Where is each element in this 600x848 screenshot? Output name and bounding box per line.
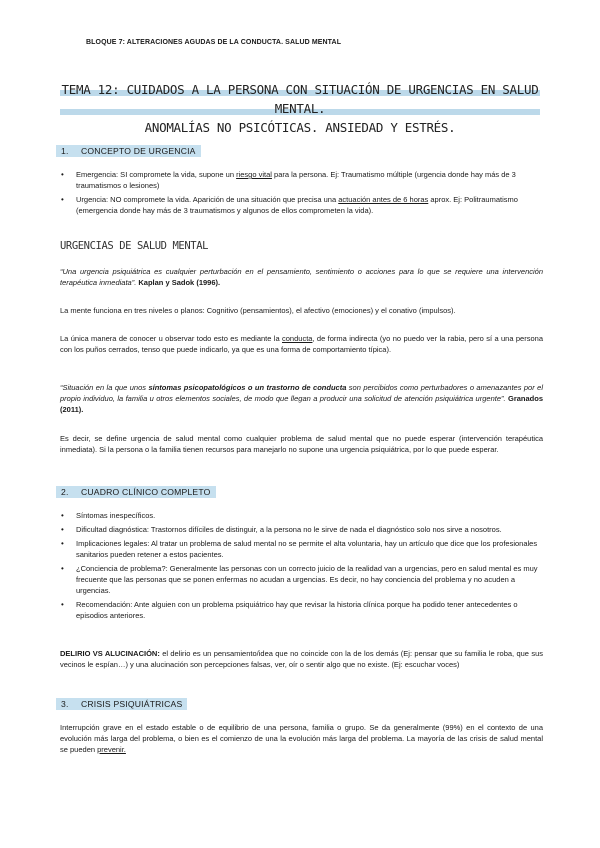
quote-kaplan: “Una urgencia psiquiátrica es cualquier perturbación en el pensamiento, sentimiento o acciones para lo que se requiere una intervención terapéutica inmediata”. Kaplan y Sadok (1996). bbox=[60, 267, 543, 287]
paragraph-definition: Es decir, se define urgencia de salud mental como cualquier problema de salud mental que no puede esperar (intervención terapéutica inmediata). Si la persona o la familia tienen recursos para manejarlo no supone una urgencia psiquiátrica, por lo que puede esperar. bbox=[60, 434, 543, 454]
section-number: 1. bbox=[61, 146, 69, 156]
paragraph-delirio: DELIRIO VS ALUCINACIÓN: el delirio es un pensamiento/idea que no coincide con la de los demás (Ej: pensar que su familia le roba, que sus vecinos le espían…) y una alucinación son percepciones falsas, ver, oír o sentir algo que no existe. (Ej: escuchar voces) bbox=[60, 649, 543, 669]
list-item: • Recomendación: Ante alguien con un problema psiquiátrico hay que revisar la historia clínica porque ha podido tener antecedentes o episodios anteriores. bbox=[60, 599, 543, 621]
quote-granados: “Situación en la que unos síntomas psicopatológicos o un trastorno de conducta son percibidos como perturbadores o amenazantes por el propio individuo, la familia u otros elementos sociales, de modo que llegan a producir una solicitud de atención psiquiátrica urgente”. Granados (2011). bbox=[60, 383, 543, 414]
section-heading-cuadro-clinico bbox=[56, 486, 216, 498]
list-item: • ¿Conciencia de problema?: Generalmente las personas con un correcto juicio de la realidad van a urgencias, pero en salud mental es muy frecuente que las personas que se ponen enfermas no acudan a urgencias. Es decir, no hay conciencia del problema y no acuden a urgencias. bbox=[60, 563, 543, 596]
list-item: • Emergencia: SI compromete la vida, supone un riesgo vital para la persona. Ej: Traumatismo múltiple (urgencia donde hay más de 3 traumatismos o lesiones) bbox=[60, 169, 543, 191]
page-title bbox=[60, 80, 540, 137]
list-item: • Implicaciones legales: Al tratar un problema de salud mental no se permite el alta voluntaria, hay un artículo que dice que los profesionales sanitarios pueden retener a estos pacientes. bbox=[60, 538, 543, 560]
section-label: CUADRO CLÍNICO COMPLETO bbox=[81, 487, 211, 497]
list-item: • Urgencia: NO compromete la vida. Aparición de una situación que precisa una actuación antes de 6 horas aprox. Ej: Politraumatismo (emergencia donde hay más de 3 traumatismos y algunos de ellos comprometen la vida). bbox=[60, 194, 543, 216]
paragraph-conduct: La única manera de conocer u observar todo esto es mediante la conducta, de forma indirecta (yo no puedo ver la rabia, pero sí a una persona con los puños cerrados, tenso que puede indicarlo, ya que es una forma de comportamiento típica). bbox=[60, 334, 543, 354]
title-line-2: ANOMALÍAS NO PSICÓTICAS. ANSIEDAD Y ESTRÉS. bbox=[144, 120, 456, 135]
page-header: BLOQUE 7: ALTERACIONES AGUDAS DE LA CONDUCTA. SALUD MENTAL bbox=[86, 39, 342, 46]
title-line-1: TEMA 12: CUIDADOS A LA PERSONA CON SITUACIÓN DE URGENCIAS EN SALUD MENTAL. bbox=[61, 82, 539, 116]
section-heading-concepto bbox=[56, 145, 201, 157]
section-label: CRISIS PSIQUIÁTRICAS bbox=[81, 699, 183, 709]
section-label: CONCEPTO DE URGENCIA bbox=[81, 146, 196, 156]
paragraph-crisis: Interrupción grave en el estado estable o de equilibrio de una persona, familia o grupo. Se da generalmente (99%) en el contexto de una evolución más larga del problema, o bien es el comienzo de una la evolución más larga del problema. La mayoría de las crisis de salud mental se pueden prevenir. bbox=[60, 723, 543, 754]
section-heading-crisis bbox=[56, 698, 187, 710]
urgency-bullet-list bbox=[60, 169, 543, 219]
section-number: 3. bbox=[61, 699, 69, 709]
paragraph-mind-levels: La mente funciona en tres niveles o planos: Cognitivo (pensamientos), el afectivo (emociones) y el conativo (impulsos). bbox=[60, 306, 456, 315]
handwritten-heading: URGENCIAS DE SALUD MENTAL bbox=[60, 240, 209, 252]
list-item: • Síntomas inespecíficos. bbox=[60, 510, 543, 521]
list-item: • Dificultad diagnóstica: Trastornos difíciles de distinguir, a la persona no le sirve de nada el diagnóstico solo nos sirve a nosotros. bbox=[60, 524, 543, 535]
clinical-bullet-list bbox=[60, 510, 543, 624]
section-number: 2. bbox=[61, 487, 69, 497]
